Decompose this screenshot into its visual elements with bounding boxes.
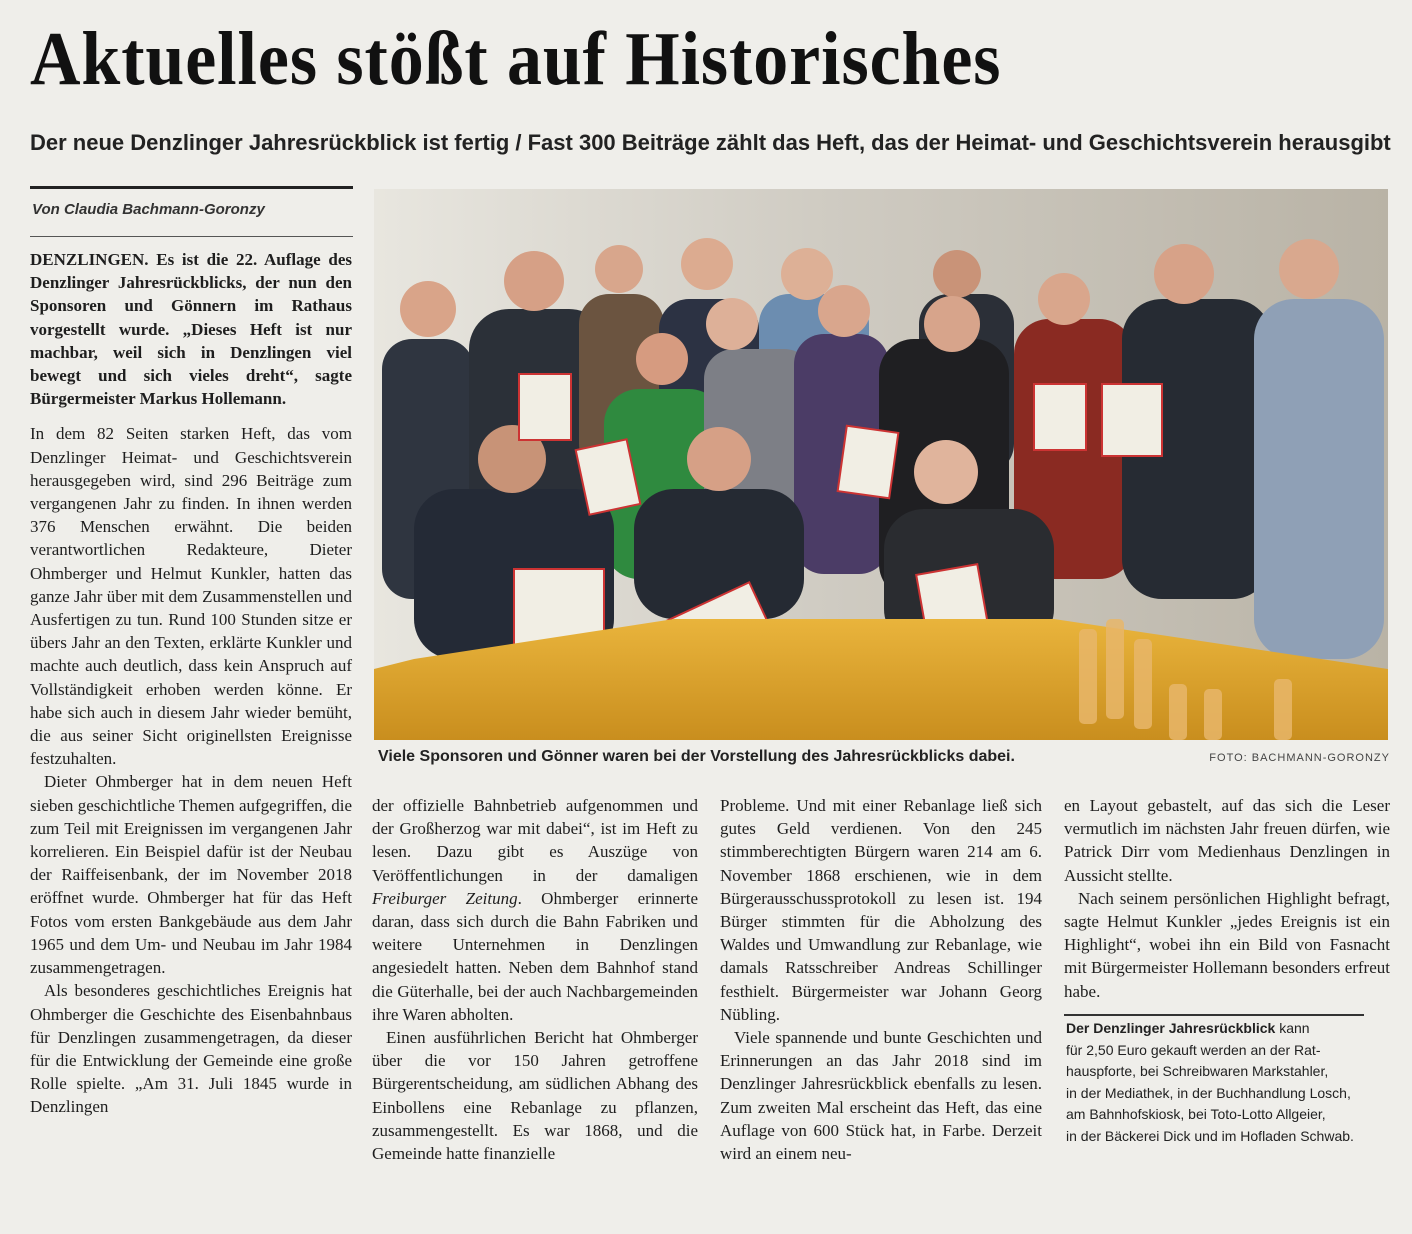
infobox <box>1066 1018 1391 1147</box>
paragraph: Als besonderes geschichtliches Ereignis hat Ohmberger die Geschichte des Eisenbahnbaus für Denzlingen zusammengetragen, da dieser für die Entwicklung der Gemeinde eine große Rolle spielte. „Am 31. Juli 1845 wurde in Denzlingen <box>30 981 352 1117</box>
paragraph: Einen ausführlichen Bericht hat Ohmberger über die vor 150 Jahren getroffene Bürgerentscheidung, am südlichen Abhang des Einbollens eine Rebanlage zu pflanzen, zusammengestellt. Es war 1868, und die Gemeinde hatte finanzielle <box>372 1028 698 1164</box>
infobox-line: am Bahnhofskiosk, bei Toto-Lotto Allgeier, <box>1066 1106 1326 1122</box>
infobox-line: in der Mediathek, in der Buchhandlung Losch, <box>1066 1084 1351 1101</box>
paragraph: Probleme. Und mit einer Rebanlage ließ sich gutes Geld verdienen. Von den 245 stimmberechtigten Bürgern waren 214 am 6. November 1868 erschienen, wie in dem Bürgerausschussprotokoll zu lesen ist. 194 Bürger stimmten für die Abholzung des Waldes und Umwandlung zur Rebanlage, wie damals Ratsschreiber Andreas Schillinger festhielt. Bürgermeister war Johann Georg Nübling. <box>720 796 1042 1024</box>
paragraph: In dem 82 Seiten starken Heft, das vom Denzlinger Heimat- und Geschichtsverein herausgegeben wird, sind 296 Beiträge zum vergangenen Jahr zu finden. In ihnen werden 376 Menschen erwähnt. Die beiden verantwortlichen Redakteure, Dieter Ohmberger und Helmut Kunkler, hatten das ganze Jahr über mit dem Zusammenstellen und Ausfertigen zu tun. Rund 100 Stunden sitze er übers Jahr an den Texten, erklärte Kunkler und machte auch deutlich, dass kein Anspruch auf Vollständigkeit erhoben werden könne. Er habe sich auch in diesem Jahr wieder bemüht, die aus seiner Sicht originellsten Ereignisse festzuhalten. <box>30 424 352 769</box>
article-column-2 <box>372 794 698 1165</box>
group-photo <box>374 189 1388 740</box>
newspaper-title: Freiburger Zeitung <box>372 888 518 908</box>
infobox-rule <box>1064 1014 1364 1016</box>
paragraph: Nach seinem persönlichen Highlight befragt, sagte Helmut Kunkler „jedes Ereignis ist ein Highlight“, wobei ihn ein Bild von Fasnacht mit Bürgermeister Hollemann besonders erfreut habe. <box>1064 888 1390 1001</box>
subheadline: Der neue Denzlinger Jahresrückblick ist fertig / Fast 300 Beiträge zählt das Heft, das der Heimat- und Geschichtsverein herausgibt <box>30 130 1391 155</box>
infobox-text: kann <box>1275 1020 1310 1036</box>
article-column-3 <box>720 794 1042 1165</box>
lead-text: Es ist die 22. Auflage des Denzlinger Jahresrückblicks, der nun den Sponsoren und Gönnern im Rathaus vorgestellt wurde. „Dieses Heft ist nur machbar, weil sich in Denzlingen viel bewegt und sich vieles dreht“, sagte Bürgermeister Markus Hollemann. <box>30 250 352 409</box>
infobox-line: hauspforte, bei Schreibwaren Markstahler, <box>1066 1063 1329 1079</box>
infobox-line: für 2,50 Euro gekauft werden an der Rat- <box>1066 1041 1321 1058</box>
byline-divider <box>30 236 353 237</box>
group-photo-image <box>374 189 1388 740</box>
text-run: . Ohmberger erinnerte daran, dass sich durch die Bahn Fabriken und weitere Unternehmen in Denzlingen angesiedelt hatten. Neben dem Bahnhof stand die Güterhalle, bei der auch Nachbargemeinden ihre Waren abholten. <box>372 888 699 1024</box>
infobox-line: in der Bäckerei Dick und im Hofladen Schwab. <box>1066 1127 1354 1144</box>
photo-credit: FOTO: BACHMANN-GORONZY <box>1209 752 1390 764</box>
byline-rule <box>30 186 353 189</box>
headline: Aktuelles stößt auf Historisches <box>30 17 1002 101</box>
text-run: der offizielle Bahnbetrieb aufgenommen und der Großherzog war mit dabei“, ist im Heft zu lesen. Dazu gibt es Auszüge von Veröffentlichungen in der damaligen <box>372 796 698 885</box>
article-column-1 <box>30 248 352 1119</box>
lead-paragraph <box>30 248 352 410</box>
photo-caption: Viele Sponsoren und Gönner waren bei der Vorstellung des Jahresrückblicks dabei. <box>378 748 1015 765</box>
infobox-line <box>1066 1018 1391 1040</box>
article-column-4 <box>1064 794 1390 1003</box>
paragraph: Viele spannende und bunte Geschichten und Erinnerungen an das Jahr 2018 sind im Denzlinger Jahresrückblick ebenfalls zu lesen. Zum zweiten Mal erscheint das Heft, das eine Auflage von 600 Stück hat, in Farbe. Derzeit wird an einem neu- <box>720 1028 1042 1164</box>
paragraph <box>372 794 698 1026</box>
paragraph: en Layout gebastelt, auf das sich die Leser vermutlich im nächsten Jahr freuen dürfen, wie Patrick Dirr vom Medienhaus Denzlingen in Aussicht stellte. <box>1064 796 1390 885</box>
dateline: DENZLINGEN. <box>30 250 149 269</box>
infobox-title: Der Denzlinger Jahresrückblick <box>1066 1020 1276 1036</box>
paragraph: Dieter Ohmberger hat in dem neuen Heft sieben geschichtliche Themen aufgegriffen, die zum Teil mit Ereignissen im vergangenen Jahr korrelieren. Ein Beispiel dafür ist der Neubau der Raiffeisenbank, der im November 2018 eröffnet wurde. Ohmberger hat für das Heft Fotos vom ersten Bankgebäude aus dem Jahr 1965 und dem Um- und Neubau im Jahr 1984 zusammengetragen. <box>30 772 352 978</box>
byline: Von Claudia Bachmann-Goronzy <box>32 201 265 218</box>
